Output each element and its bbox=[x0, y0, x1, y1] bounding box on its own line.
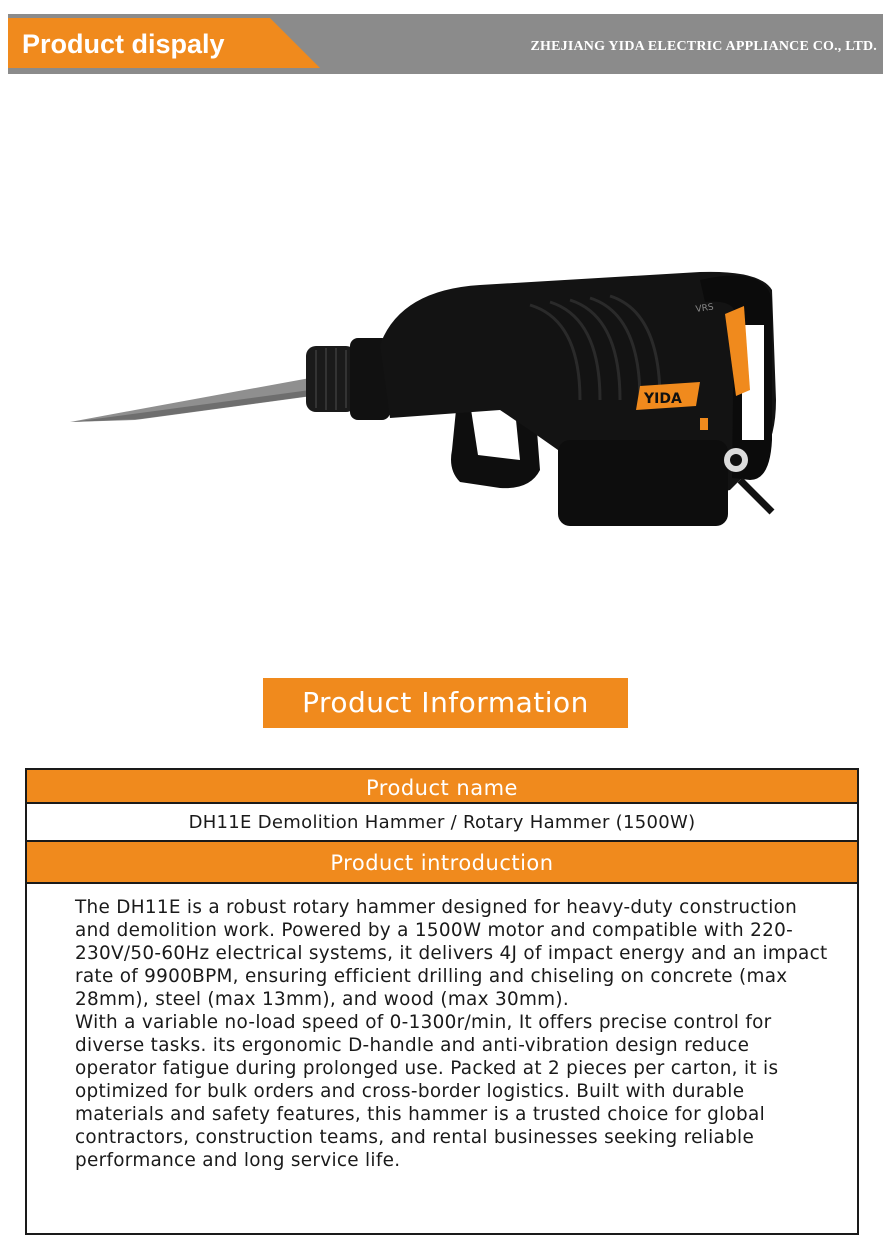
company-name: ZHEJIANG YIDA ELECTRIC APPLIANCE CO., LTD. bbox=[530, 39, 877, 54]
vrs-badge: VRS bbox=[695, 302, 715, 315]
page-title: Product dispaly bbox=[22, 29, 225, 59]
section-heading-product-information: Product Information bbox=[263, 678, 628, 728]
intro-paragraph: The DH11E is a robust rotary hammer designed for heavy-duty construction and demolition work. Powered by a 1500W motor and compatible with 220-230V/50-60Hz electrical systems, it delivers 4J of impact energy and an impact rate of 9900BPM, ensuring efficient drilling and chiseling on concrete (max 28mm), steel (max 13mm), and wood (max 30mm). bbox=[75, 897, 828, 1010]
product-introduction-label: Product introduction bbox=[27, 842, 857, 884]
motor-housing bbox=[558, 440, 728, 526]
mode-switch bbox=[700, 418, 708, 430]
product-introduction-text bbox=[27, 884, 857, 1172]
chuck bbox=[306, 346, 356, 412]
product-name-value: DH11E Demolition Hammer / Rotary Hammer (1500W) bbox=[27, 804, 857, 842]
logo-text: YIDA bbox=[644, 391, 682, 407]
product-info-table bbox=[25, 768, 859, 1235]
intro-paragraph: With a variable no-load speed of 0-1300r/min, It offers precise control for diverse tasks. its ergonomic D-handle and anti-vibration design reduce operator fatigue during prolonged use. Packed at 2 pieces per carton, it is optimized for bulk orders and cross-border logistics. Built with durable materials and safety features, this hammer is a trusted choice for global contractors, construction teams, and rental businesses seeking reliable performance and long service life. bbox=[75, 1012, 779, 1171]
product-image-demolition-hammer bbox=[60, 250, 790, 530]
product-name-label: Product name bbox=[27, 770, 857, 804]
